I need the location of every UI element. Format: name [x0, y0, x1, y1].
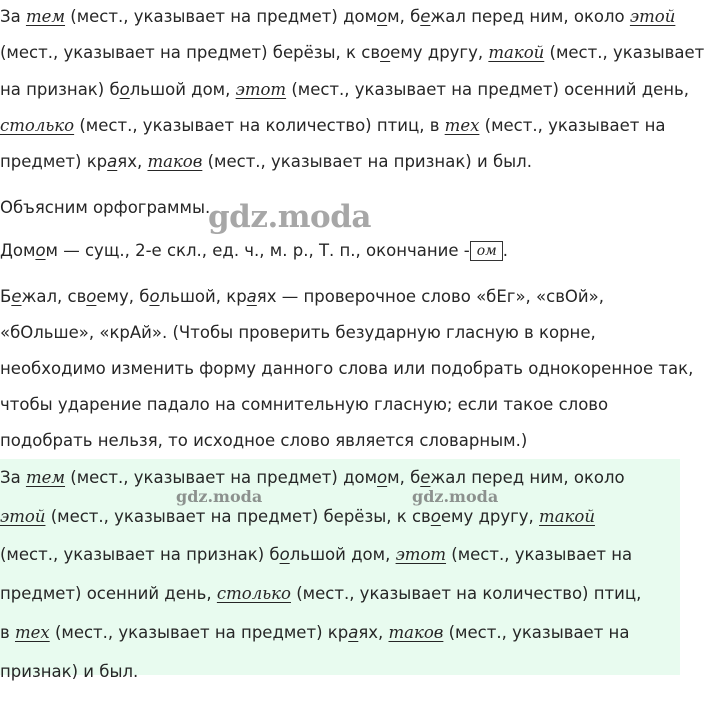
answer2-line-6: признак) и был.	[0, 662, 139, 681]
answer2-line-2	[0, 507, 595, 526]
text: ях,	[117, 152, 148, 171]
text: (мест., указывает на предмет) осенний день,	[286, 80, 690, 99]
pronoun-word: таков	[147, 152, 203, 171]
text: жал перед ним, около	[430, 468, 625, 487]
answer-line-1	[0, 7, 675, 26]
vowel-mark: а	[107, 152, 118, 171]
explain-line-1	[0, 241, 508, 262]
watermark: gdz.moda	[176, 487, 263, 506]
text: (мест., указывает на количество) птиц,	[290, 584, 642, 603]
answer-line-3	[0, 80, 689, 99]
vowel-mark: о	[86, 287, 97, 306]
pronoun-word: этот	[235, 80, 287, 99]
vowel-mark: о	[377, 7, 388, 26]
text: предмет) кр	[0, 152, 108, 171]
vowel-mark: о	[119, 80, 130, 99]
pronoun-word: такой	[488, 43, 545, 62]
text: Б	[0, 287, 12, 306]
text: .	[502, 241, 509, 260]
text: (мест., указывает на признак) и был.	[202, 152, 532, 171]
text: (мест., указывает на предмет) дом	[65, 468, 378, 487]
pronoun-word: тем	[25, 7, 66, 26]
text: ему другу,	[440, 507, 540, 526]
text: на признак) б	[0, 80, 120, 99]
text: м — сущ., 2-е скл., ед. ч., м. р., Т. п., окончание	[45, 241, 464, 260]
text: (мест., указывает на	[443, 623, 630, 642]
pronoun-word: столько	[216, 584, 291, 603]
vowel-mark: а	[246, 287, 257, 306]
text: (мест., указывает на	[479, 116, 666, 135]
highlight-content	[0, 459, 680, 681]
text: (мест., указывает на количество) птиц, в	[74, 116, 445, 135]
explain-line-2	[0, 287, 604, 306]
vowel-mark: е	[420, 468, 431, 487]
answer2-line-1	[0, 468, 625, 487]
explain-line-6: подобрать нельзя, то исходное слово является словарным.)	[0, 431, 528, 450]
text: За	[0, 468, 26, 487]
answer-line-4	[0, 116, 665, 135]
text: жал перед ним, около	[430, 7, 630, 26]
text: (мест., указывает на предмет) кр	[49, 623, 349, 642]
text: (мест., указывает на предмет) дом	[65, 7, 378, 26]
explain-line-5: чтобы ударение падало на сомнительную гласную; если такое слово	[0, 395, 609, 414]
pronoun-word: столько	[0, 116, 75, 135]
text: м, б	[387, 468, 421, 487]
vowel-mark: о	[380, 43, 391, 62]
pronoun-word: этой	[0, 507, 46, 526]
answer2-line-3	[0, 545, 632, 564]
vowel-mark: о	[35, 241, 46, 260]
text: предмет) осенний день,	[0, 584, 217, 603]
vowel-mark: о	[149, 287, 160, 306]
text: м, б	[387, 7, 421, 26]
pronoun-word: этой	[629, 7, 676, 26]
pronoun-word: тех	[14, 623, 50, 642]
text: За	[0, 7, 26, 26]
watermark: gdz.moda	[208, 199, 371, 235]
text: (мест., указывает	[544, 43, 704, 62]
vowel-mark: о	[430, 507, 441, 526]
text: льшой дом,	[129, 80, 236, 99]
text: в	[0, 623, 15, 642]
pronoun-word: этот	[395, 545, 447, 564]
pronoun-word: таков	[388, 623, 444, 642]
text: ях,	[358, 623, 389, 642]
pronoun-word: тем	[25, 468, 66, 487]
vowel-mark: о	[377, 468, 388, 487]
answer-line-5	[0, 152, 532, 171]
explain-heading: Объясним орфограммы.	[0, 198, 211, 217]
ending-box: ом	[470, 241, 503, 261]
vowel-mark: а	[348, 623, 359, 642]
text: льшой дом,	[289, 545, 396, 564]
text: ях — проверочное слово «бЕг», «свОй»,	[256, 287, 604, 306]
pronoun-word: такой	[539, 507, 595, 526]
answer2-line-4	[0, 584, 641, 603]
text: ему другу,	[390, 43, 489, 62]
text: (мест., указывает на предмет) берёзы, к св	[45, 507, 431, 526]
pronoun-word: тех	[444, 116, 480, 135]
text: льшой, кр	[159, 287, 247, 306]
answer2-line-5	[0, 623, 629, 642]
text: (мест., указывает на признак) б	[0, 545, 280, 564]
text: ему, б	[96, 287, 150, 306]
text: Дом	[0, 241, 36, 260]
vowel-mark: о	[279, 545, 290, 564]
text: жал, св	[21, 287, 87, 306]
ending-mark: - ом	[464, 241, 503, 260]
vowel-mark: е	[11, 287, 22, 306]
explain-line-3: «бОльше», «крАй». (Чтобы проверить безударную гласную в корне,	[0, 323, 596, 342]
vowel-mark: е	[420, 7, 431, 26]
text: (мест., указывает на предмет) берёзы, к св	[0, 43, 381, 62]
text: (мест., указывает на	[446, 545, 633, 564]
explain-line-4: необходимо изменить форму данного слова или подобрать однокоренное так,	[0, 359, 694, 378]
watermark: gdz.moda	[412, 487, 499, 506]
answer-line-2	[0, 43, 704, 62]
